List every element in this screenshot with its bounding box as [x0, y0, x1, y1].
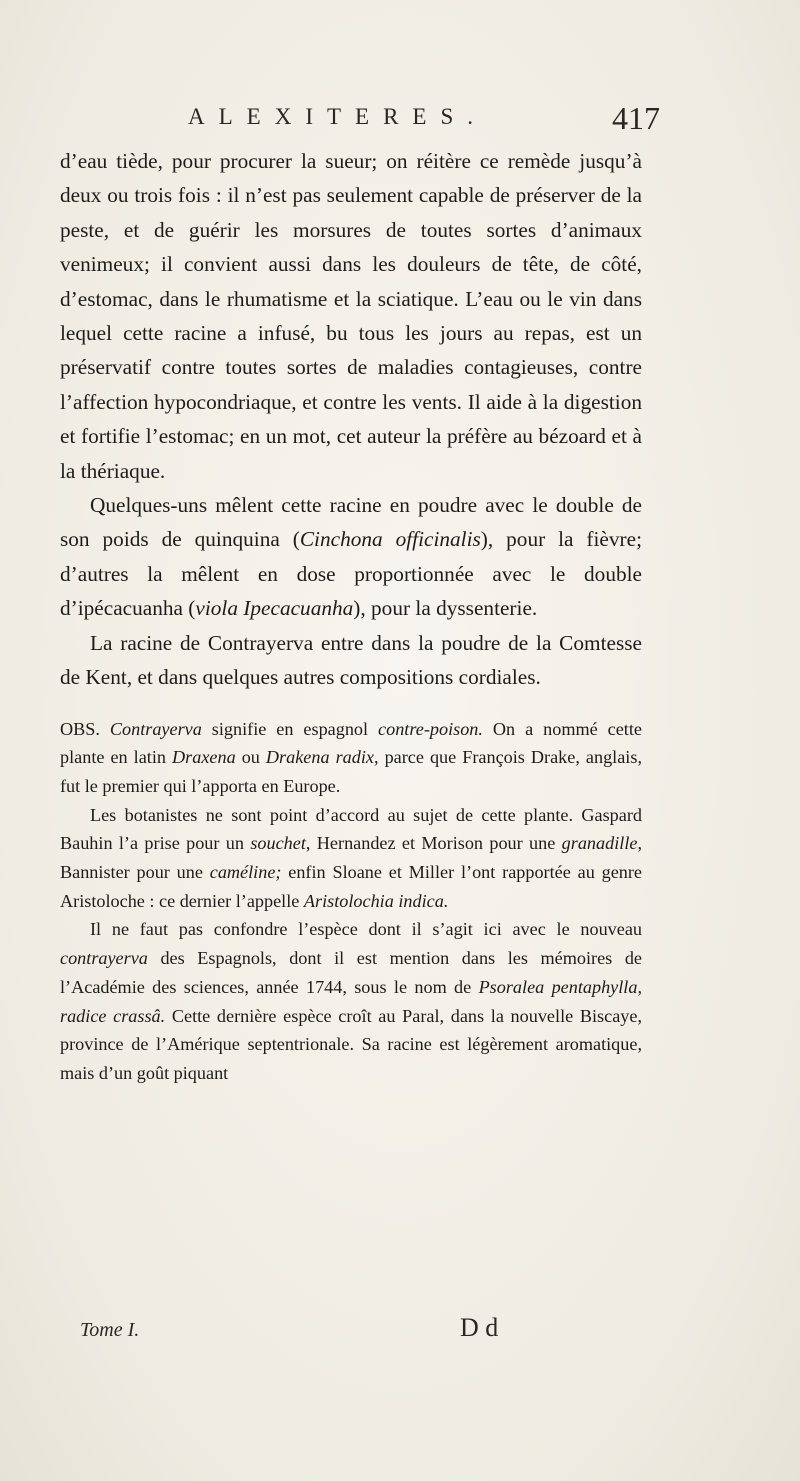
italic-text: Draxena: [172, 747, 236, 768]
text-run: ), pour la dyssenterie.: [353, 596, 538, 621]
text-run: On a nommé cette plante en latin: [60, 718, 642, 768]
italic-text: souchet: [250, 833, 306, 854]
italic-text: Drakena radix: [265, 747, 374, 768]
running-head: ALEXITERES.: [188, 104, 488, 129]
page-header: [188, 100, 660, 140]
italic-text: contre-poison.: [378, 718, 483, 739]
text-run: , Hernandez et Morison pour une: [305, 833, 562, 854]
text-run: Les botanistes ne sont point d’accord au sujet de cette plante. Gaspard Bauhin l’a prise pour un: [60, 804, 642, 854]
italic-text: Aristolochia indica.: [303, 890, 449, 911]
text-run: Cette dernière espèce croît au Paral, dans la nouvelle Biscaye, province de l’Amérique septentrionale. Sa racine est légèrement aromatique, mais d’un goût piquant: [60, 1005, 642, 1083]
italic-text: Contrayerva: [109, 718, 202, 739]
signature-mark: D d: [460, 1313, 499, 1342]
text-run: signifie en espagnol: [201, 718, 379, 739]
paragraph: [60, 144, 642, 488]
note-paragraph: [60, 915, 642, 1087]
text-block: [60, 144, 642, 1088]
italic-text: viola Ipecacuanha: [195, 596, 354, 621]
italic-text: contrayerva: [60, 948, 148, 969]
text-run: ), pour la fièvre; d’autres la mêlent en dose proportionnée avec le double d’ipécacuanha (: [60, 527, 642, 621]
note-paragraph: [60, 715, 642, 801]
italic-text: granadille: [561, 833, 638, 854]
page-footer: [80, 1313, 550, 1349]
observations: [60, 715, 642, 1088]
text-run: OBS.: [60, 718, 110, 739]
text-run: , parce que François Drake, anglais, fut le premier qui l’apporta en Europe.: [60, 747, 642, 796]
text-run: ou: [235, 747, 266, 768]
text-run: des Espagnols, dont il est mention dans les mémoires de l’Académie des sciences, année 1744, sous le nom de: [60, 948, 642, 997]
paragraph: [60, 626, 642, 695]
text-run: enfin Sloane et Miller l’ont rapportée au genre Aristoloche : ce dernier l’appelle: [60, 862, 642, 911]
text-run: , Bannister pour une: [60, 833, 642, 883]
paragraph: [60, 488, 642, 626]
volume-label: Tome I.: [80, 1319, 140, 1341]
main-text: [60, 144, 642, 695]
text-run: d’eau tiède, pour procurer la sueur; on réitère ce remède jusqu’à deux ou trois fois : il n’est pas seulement capable de préserver de la peste, et de guérir les morsures de toutes sortes d’animaux venimeux; il convient aussi dans les douleurs de tête, de côté, d’estomac, dans le rhumatisme et la sciatique. L’eau ou le vin dans lequel cette racine a infusé, bu tous les jours au repas, est un préservatif contre toutes sortes de maladies contagieuses, contre l’affection hypocondriaque, et contre les vents. Il aide à la digestion et fortifie l’estomac; en un mot, cet auteur la préfère au bézoard et à la thériaque.: [60, 149, 642, 483]
text-run: La racine de Contrayerva entre dans la poudre de la Comtesse de Kent, et dans quelques autres compositions cordiales.: [60, 630, 642, 690]
text-run: Quelques-uns mêlent cette racine en poudre avec le double de son poids de quinquina (: [60, 493, 642, 552]
italic-text: caméline;: [209, 862, 282, 883]
text-run: Il ne faut pas confondre l’espèce dont il s’agit ici avec le nouveau: [90, 919, 642, 940]
italic-text: Cinchona officinalis: [299, 527, 481, 552]
note-paragraph: [60, 801, 642, 916]
italic-text: Psoralea pentaphylla, radice crassâ.: [60, 976, 642, 1026]
page-number: 417: [612, 100, 660, 136]
